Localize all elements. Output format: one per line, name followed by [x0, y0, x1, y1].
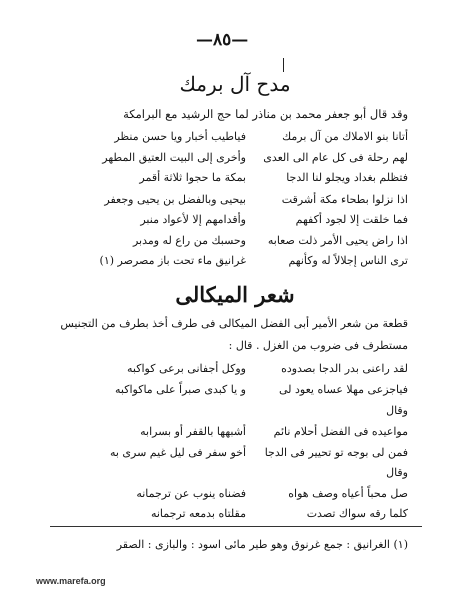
page-number: —٨٥— [196, 30, 249, 50]
verse-second-hemistich: بيحيى وبالفضل بن يحيى وجعفر [104, 193, 246, 206]
verse-second-hemistich: غرانيق ماء تحت باز مصرصر (١) [99, 254, 246, 267]
footnote-rule [50, 526, 422, 527]
verse-first-hemistich: فمن لى بوجه تو تحيير فى الدجا [264, 446, 408, 459]
waqal-label: وقال [386, 404, 408, 417]
section-title-mikali: شعر الميكالى [175, 282, 295, 307]
verse-second-hemistich: فضناه ينوب عن ترجمانه [136, 487, 246, 500]
intro2-line1: قطعة من شعر الأمير أبى الفضل الميكالى فى طرف أخذ بطرف من التجنيس [60, 317, 408, 330]
verse-first-hemistich: مواعيده فى الفضل أحلام نائم [273, 425, 408, 438]
verse-first-hemistich: فتظلم بغداد ويجلو لنا الدجا [286, 171, 408, 184]
intro-line: وقد قال أبو جعفر محمد بن مناذر لما حج الرشيد مع البرامكة [123, 107, 408, 121]
verse-first-hemistich: كلما رقه سواك تصدت [306, 507, 408, 520]
verse-second-hemistich: فياطيب أخبار ويا حسن منظر [114, 130, 246, 143]
verse-first-hemistich: صل محباً أعياه وصف هواه [288, 487, 408, 500]
verse-second-hemistich: و يا كبدى صبراً على ماكواكبه [115, 383, 246, 396]
intro2-line2: مستطرف فى ضروب من الغزل . قال : [228, 339, 408, 352]
site-watermark: www.marefa.org [36, 576, 106, 586]
verse-first-hemistich: لقد راعنى بدر الدجا بصدوده [281, 362, 408, 375]
waqal-label: وقال [386, 466, 408, 479]
verse-first-hemistich: اذا راض يحيى الأمر ذلت صعابه [267, 234, 408, 247]
verse-second-hemistich: أشبهها بالقفر أو بسرابه [140, 425, 246, 438]
verse-second-hemistich: وحسبك من راع له ومدبر [132, 234, 246, 247]
verse-first-hemistich: لهم رحلة فى كل عام الى العدى [263, 151, 408, 164]
verse-first-hemistich: فما خلقت إلا لجود أكفهم [295, 213, 408, 226]
verse-second-hemistich: وأقدامهم إلا لأعواد منبر [140, 213, 246, 226]
verse-first-hemistich: أتانا بنو الاملاك من آل برمك [282, 130, 408, 143]
scan-mark [283, 58, 284, 72]
verse-second-hemistich: وأخرى إلى البيت العتيق المطهر [102, 151, 246, 164]
verse-second-hemistich: ووكل أجفانى برعى كواكبه [127, 362, 246, 375]
verse-second-hemistich: أخو سفر فى ليل غيم سرى به [109, 446, 246, 459]
section-title-barmak: مدح آل برمك [179, 72, 291, 96]
verse-first-hemistich: اذا نزلوا بطحاء مكة أشرقت [281, 193, 408, 206]
verse-second-hemistich: مقلتاه بدمعه ترجمانه [150, 507, 246, 520]
verse-second-hemistich: بمكة ما حجوا ثلاثة أقمر [139, 171, 246, 184]
verse-first-hemistich: ترى الناس إجلالاً له وكأنهم [288, 254, 408, 267]
footnote: (١) الغرانيق : جمع غرنوق وهو طير مائى اسود : والبازى : الصقر [116, 538, 408, 551]
verse-first-hemistich: فياجزعى مهلا عساه يعود لى [278, 383, 408, 396]
